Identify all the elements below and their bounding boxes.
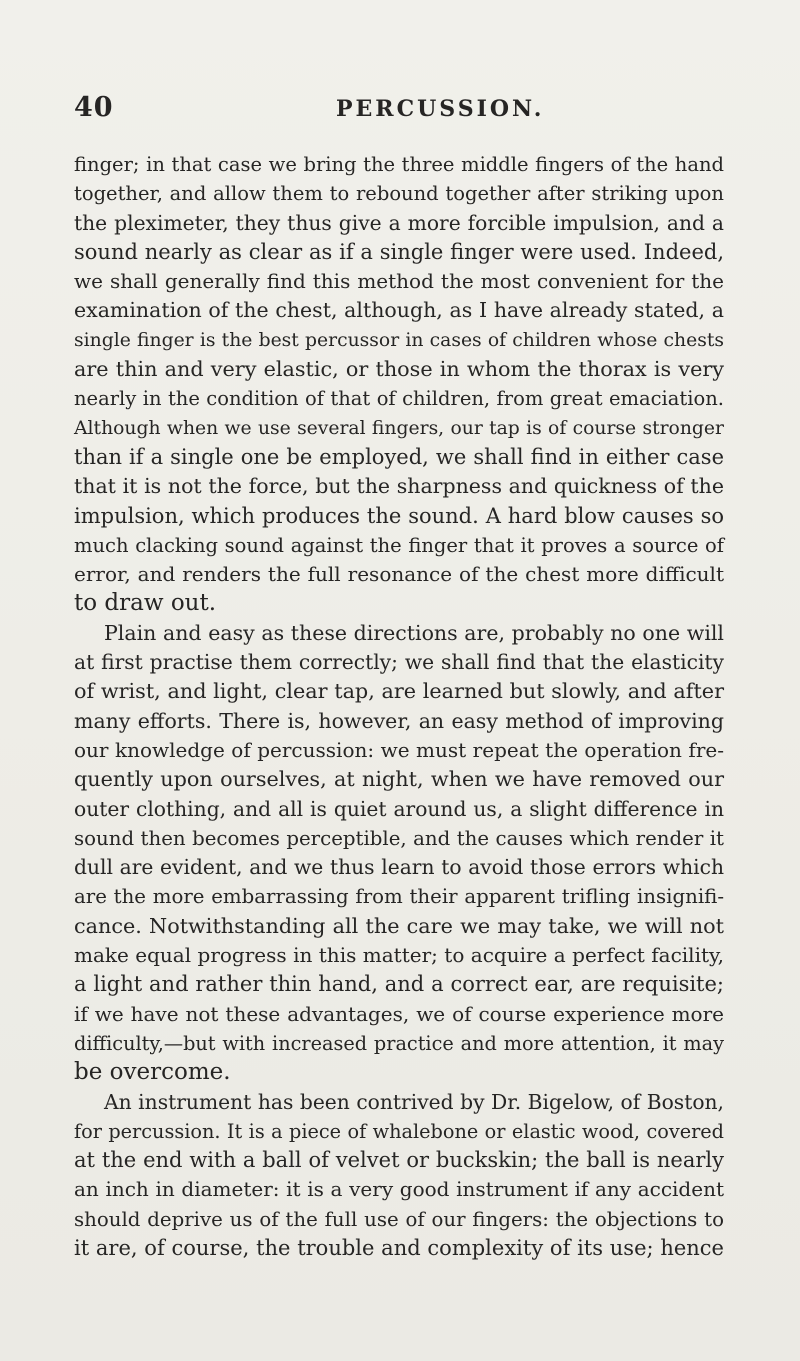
text-line: single finger is the best percussor in cases of children whose chests [74, 329, 724, 351]
text-line: Plain and easy as these directions are, probably no one will [104, 620, 724, 645]
text-line: sound nearly as clear as if a single finger were used. Indeed, [74, 239, 724, 264]
text-line: An instrument has been contrived by Dr. Bigelow, of Boston, [104, 1089, 724, 1114]
text-line: to draw out. [74, 590, 217, 617]
text-line: are thin and very elastic, or those in whom the thorax is very [74, 357, 724, 382]
text-line: difficulty,—but with increased practice and more attention, it may [74, 1031, 724, 1055]
text-line: cance. Notwithstanding all the care we may take, we will not [74, 913, 724, 938]
text-line: the pleximeter, they thus give a more forcible impulsion, and a [74, 210, 724, 235]
text-line: outer clothing, and all is quiet around us, a slight difference in [74, 796, 724, 821]
text-line: finger; in that case we bring the three middle fingers of the hand [74, 153, 724, 176]
text-line: examination of the chest, although, as I have already stated, a [74, 298, 724, 323]
text-line: than if a single one be employed, we shall find in either case [74, 444, 724, 469]
text-line: if we have not these advantages, we of course experience more [74, 1001, 724, 1026]
text-line: quently upon ourselves, at night, when we have removed our [74, 767, 724, 792]
running-head [74, 92, 724, 132]
text-line: it are, of course, the trouble and complexity of its use; hence [74, 1235, 724, 1260]
text-line: of wrist, and light, clear tap, are learned but slowly, and after [74, 679, 724, 704]
text-line: should deprive us of the full use of our fingers: the objections to [74, 1207, 724, 1231]
text-line: at the end with a ball of velvet or buckskin; the ball is nearly [74, 1148, 724, 1173]
body-text [74, 150, 724, 1263]
text-line: dull are evident, and we thus learn to avoid those errors which [74, 855, 724, 880]
text-line: at first practise them correctly; we shall find that the elasticity [74, 650, 724, 675]
text-line: sound then becomes perceptible, and the causes which render it [74, 826, 724, 850]
text-line: a light and rather thin hand, and a correct ear, are requisite; [74, 972, 724, 997]
text-line: error, and renders the full resonance of the chest more difficult [74, 562, 724, 587]
page-number: 40 [74, 92, 114, 123]
text-line: impulsion, which produces the sound. A hard blow causes so [74, 503, 724, 528]
text-line: many efforts. There is, however, an easy method of improving [74, 708, 724, 733]
text-line: much clacking sound against the finger that it proves a source of [74, 533, 724, 557]
text-line: be overcome. [74, 1059, 231, 1086]
running-title: PERCUSSION. [336, 96, 545, 122]
text-line: nearly in the condition of that of children, from great emaciation. [74, 387, 724, 411]
text-line: an inch in diameter: it is a very good instrument if any accident [74, 1177, 724, 1202]
text-line: that it is not the force, but the sharpness and quickness of the [74, 474, 724, 499]
text-line: are the more embarrassing from their apparent trifling insignifi- [74, 885, 724, 909]
text-line: Although when we use several fingers, our tap is of course stronger [74, 417, 724, 439]
text-line: for percussion. It is a piece of whalebone or elastic wood, covered [74, 1119, 724, 1143]
text-line: make equal progress in this matter; to acquire a perfect facility, [74, 943, 724, 968]
text-line: our knowledge of percussion: we must repeat the operation fre- [74, 737, 724, 762]
text-line: together, and allow them to rebound together after striking upon [74, 182, 724, 206]
text-line: we shall generally find this method the most convenient for the [74, 269, 724, 294]
